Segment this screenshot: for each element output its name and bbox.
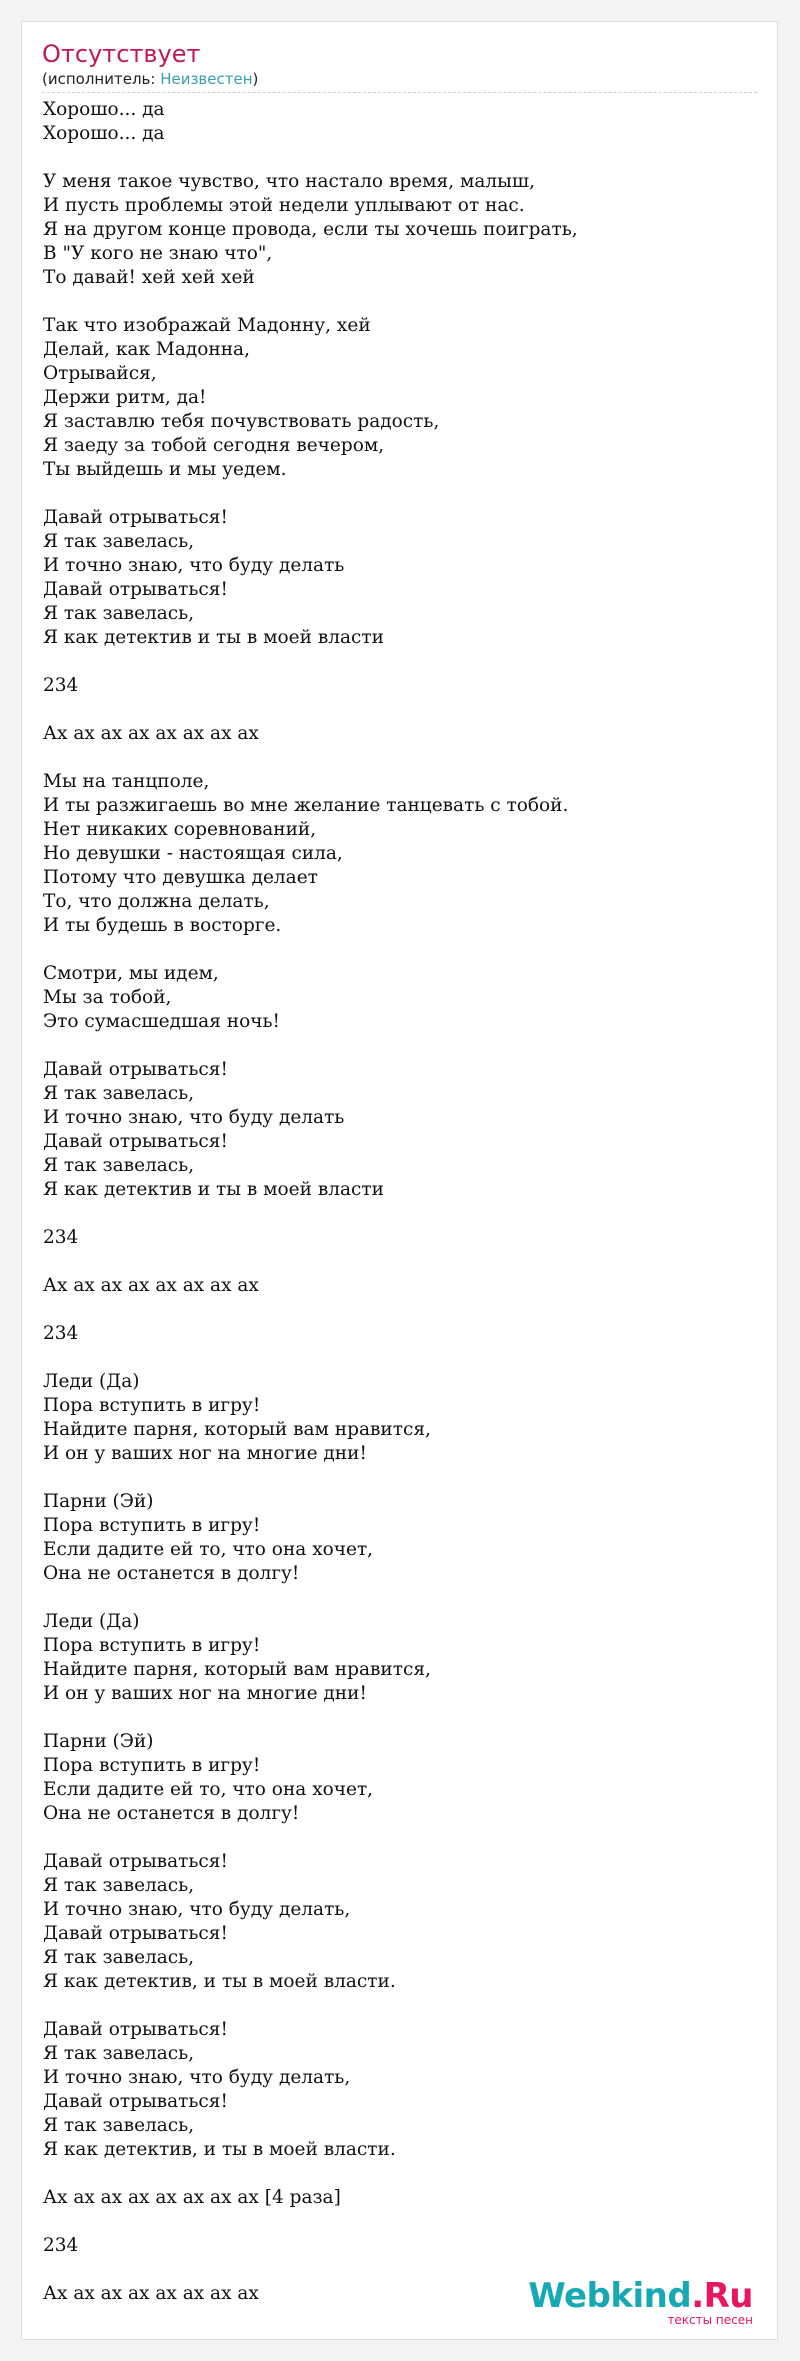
artist-prefix: (исполнитель: [42, 70, 161, 88]
lyric-line: Я так завелась, [43, 1947, 195, 1968]
lyric-line: Пора вступить в игру! [43, 1755, 261, 1776]
logo-wordmark [528, 2276, 753, 2316]
lyric-line: Леди (Да) [43, 1611, 140, 1632]
lyric-line: 234 [43, 1227, 79, 1248]
lyric-line: И точно знаю, что буду делать [43, 555, 345, 576]
lyric-line: Леди (Да) [43, 1371, 140, 1392]
lyrics-card [21, 21, 778, 2340]
lyric-line: Я так завелась, [43, 1155, 195, 1176]
lyric-line: 234 [43, 2235, 79, 2256]
lyric-line: Если дадите ей то, что она хочет, [43, 1539, 374, 1560]
lyrics-text [43, 98, 758, 2306]
lyric-line: Смотри, мы идем, [43, 963, 219, 984]
lyric-line: Я так завелась, [43, 603, 195, 624]
lyric-line: Парни (Эй) [43, 1491, 154, 1512]
lyric-line: Я так завелась, [43, 1083, 195, 1104]
lyric-line: То давай! хей хей хей [43, 267, 255, 288]
stanza-gap [43, 746, 758, 770]
lyric-line: Нет никаких соревнований, [43, 819, 317, 840]
lyric-line: Ах ах ах ах ах ах ах ах [43, 2283, 259, 2304]
stanza-gap [43, 146, 758, 170]
webkind-logo[interactable] [528, 2276, 753, 2327]
lyric-line: Я как детектив, и ты в моей власти. [43, 1971, 396, 1992]
artist-line [42, 69, 258, 89]
lyric-line: Давай отрываться! [43, 1851, 228, 1872]
lyric-line: Держи ритм, да! [43, 387, 207, 408]
lyric-line: Хорошо... да [43, 99, 165, 120]
lyric-line: Но девушки - настоящая сила, [43, 843, 343, 864]
stanza-gap [43, 1994, 758, 2018]
stanza-gap [43, 290, 758, 314]
song-title: Отсутствует [42, 40, 201, 68]
lyric-line: Она не останется в долгу! [43, 1803, 300, 1824]
lyric-line: И ты будешь в восторге. [43, 915, 282, 936]
lyric-line: Это сумасшедшая ночь! [43, 1011, 280, 1032]
lyric-line: И точно знаю, что буду делать, [43, 1899, 351, 1920]
artist-link[interactable]: Неизвестен [160, 70, 253, 88]
lyric-line: Пора вступить в игру! [43, 1395, 261, 1416]
lyric-line: Давай отрываться! [43, 507, 228, 528]
logo-tagline: тексты песен [667, 2313, 753, 2327]
lyric-line: Я заставлю тебя почувствовать радость, [43, 411, 440, 432]
lyric-line: Ах ах ах ах ах ах ах ах [4 раза] [43, 2187, 341, 2208]
stanza-gap [43, 1346, 758, 1370]
lyric-line: И он у ваших ног на многие дни! [43, 1683, 367, 1704]
lyric-line: Потому что девушка делает [43, 867, 318, 888]
lyric-line: Найдите парня, который вам нравится, [43, 1659, 431, 1680]
lyric-line: Мы на танцполе, [43, 771, 210, 792]
logo-suffix-text: .Ru [691, 2276, 753, 2316]
lyric-line: То, что должна делать, [43, 891, 270, 912]
stanza-gap [43, 1586, 758, 1610]
lyric-line: И точно знаю, что буду делать, [43, 2067, 351, 2088]
artist-suffix: ) [252, 70, 259, 88]
lyric-line: Хорошо... да [43, 123, 165, 144]
stanza-gap [43, 1466, 758, 1490]
stanza-gap [43, 1298, 758, 1322]
lyric-line: Если дадите ей то, что она хочет, [43, 1779, 374, 1800]
lyric-line: Найдите парня, который вам нравится, [43, 1419, 431, 1440]
lyric-line: Парни (Эй) [43, 1731, 154, 1752]
lyric-line: Ты выйдешь и мы уедем. [43, 459, 287, 480]
lyric-line: Я как детектив и ты в моей власти [43, 627, 384, 648]
lyric-line: Она не останется в долгу! [43, 1563, 300, 1584]
lyric-line: 234 [43, 675, 79, 696]
lyric-line: Я так завелась, [43, 1875, 195, 1896]
stanza-gap [43, 482, 758, 506]
lyric-line: Давай отрываться! [43, 2091, 228, 2112]
lyric-line: У меня такое чувство, что настало время, малыш, [43, 171, 535, 192]
lyric-line: Делай, как Мадонна, [43, 339, 250, 360]
lyric-line: Я так завелась, [43, 2115, 195, 2136]
lyric-line: Отрывайся, [43, 363, 157, 384]
lyric-line: Давай отрываться! [43, 579, 228, 600]
lyric-line: Я на другом конце провода, если ты хочешь поиграть, [43, 219, 578, 240]
lyric-line: Мы за тобой, [43, 987, 172, 1008]
stanza-gap [43, 2210, 758, 2234]
lyric-line: Давай отрываться! [43, 2019, 228, 2040]
stanza-gap [43, 1706, 758, 1730]
lyric-line: Я как детектив, и ты в моей власти. [43, 2139, 396, 2160]
stanza-gap [43, 1202, 758, 1226]
stanza-gap [43, 2162, 758, 2186]
lyric-line: Пора вступить в игру! [43, 1635, 261, 1656]
lyric-line: Пора вступить в игру! [43, 1515, 261, 1536]
lyric-line: И он у ваших ног на многие дни! [43, 1443, 367, 1464]
lyric-line: В "У кого не знаю что", [43, 243, 273, 264]
lyric-line: Я так завелась, [43, 531, 195, 552]
lyric-line: Давай отрываться! [43, 1059, 228, 1080]
lyric-line: Ах ах ах ах ах ах ах ах [43, 723, 259, 744]
lyric-line: И пусть проблемы этой недели уплывают от нас. [43, 195, 525, 216]
lyric-line: Давай отрываться! [43, 1131, 228, 1152]
stanza-gap [43, 1826, 758, 1850]
lyric-line: Я заеду за тобой сегодня вечером, [43, 435, 385, 456]
title-divider [42, 92, 757, 93]
stanza-gap [43, 1250, 758, 1274]
lyric-line: И точно знаю, что буду делать [43, 1107, 345, 1128]
logo-main-text: Webkind [528, 2276, 692, 2316]
stanza-gap [43, 1034, 758, 1058]
lyric-line: Я как детектив и ты в моей власти [43, 1179, 384, 1200]
lyric-line: Давай отрываться! [43, 1923, 228, 1944]
lyric-line: Я так завелась, [43, 2043, 195, 2064]
lyric-line: Так что изображай Мадонну, хей [43, 315, 371, 336]
lyric-line: 234 [43, 1323, 79, 1344]
stanza-gap [43, 698, 758, 722]
stanza-gap [43, 938, 758, 962]
stanza-gap [43, 650, 758, 674]
lyric-line: Ах ах ах ах ах ах ах ах [43, 1275, 259, 1296]
lyric-line: И ты разжигаешь во мне желание танцевать с тобой. [43, 795, 569, 816]
